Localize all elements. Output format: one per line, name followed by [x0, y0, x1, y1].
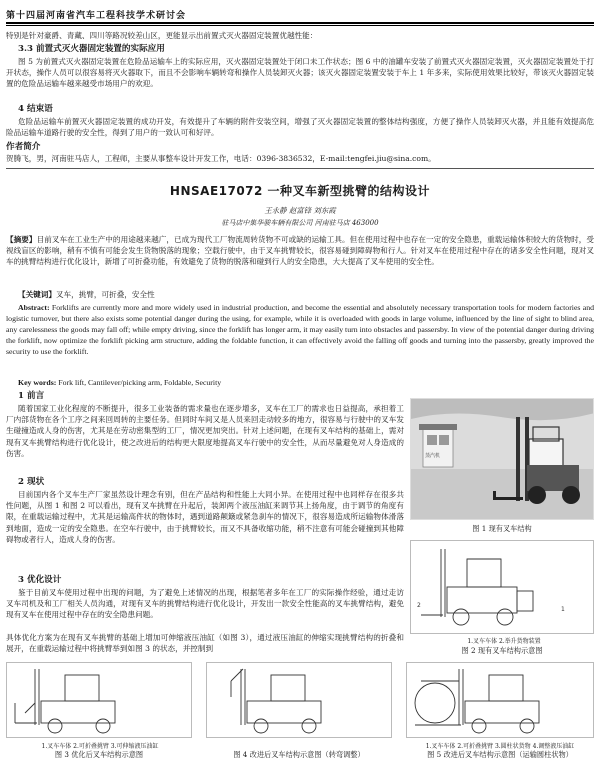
- turning-forklift-drawing: [207, 663, 391, 737]
- figure-2-drawing: [410, 540, 594, 634]
- article-affiliation: 驻马店中集华骏车辆有限公司 河南驻马店 463000: [221, 219, 379, 227]
- svg-text:2: 2: [417, 602, 421, 609]
- abstract-cn-label: 【摘要】: [6, 235, 37, 244]
- figure-2-caption: 图 2 现有叉车结构示意图: [461, 646, 543, 655]
- figure-5-caption: 图 5 改进后叉车结构示意图（运输圆柱状物）: [427, 750, 573, 759]
- abstract-cn: [6, 234, 594, 268]
- section-3-title: 3 优化设计: [18, 575, 62, 585]
- forklift-photo-illustration: [411, 399, 594, 520]
- forklift-side-view: [411, 541, 593, 633]
- optimized-forklift-drawing: [7, 663, 191, 737]
- figure-5-drawing: [406, 662, 594, 738]
- section-3-3-text: 图 5 为前置式灭火器固定装置在危险品运输车上的实际应用，灭火器固定装置处于闭口未工作状态；图 6 中的油罐车安装了前置式灭火器固定装置，灭火器固定装置处于打开状态，操作人员可以很容易将灭火器取下，而且不会影响车辆转弯和操作人员装卸灭火器；该灭火器固定装置安装于车上 1 年多来，实际使用效果比较好，带该灭火器固定装置的危险品运输车越来越受市场用户的欢迎。: [6, 57, 594, 89]
- keywords-cn-label: 【关键词】: [18, 290, 56, 299]
- section-3-text-2: 具体优化方案为在现有叉车挑臂的基础上增加可伸缩液压油缸（如图 3），通过液压油缸的伸缩实现挑臂结构的折叠和展开，在重载运输过程中将挑臂举到如图 3 的状态，并控制到: [6, 633, 404, 654]
- keywords-en: [18, 377, 594, 388]
- figure-4-drawing: [206, 662, 392, 738]
- divider: [6, 168, 594, 169]
- section-3-text: 鉴于目前叉车使用过程中出现的问题，为了避免上述情况的出现，根据笔者多年在工厂的实际操作经验，通过走访叉车司机及和工厂相关人员沟通，对现有叉车的挑臂结构进行优化设计，开发出一款安全性能高的叉车挑臂结构，避免现有叉车在使用过程中存在的安全隐患问题。: [6, 588, 404, 620]
- keywords-en-text: Fork lift, Cantilever/picking arm, Foldable, Security: [58, 378, 222, 387]
- section-4-text: 危险品运输车前置灭火器固定装置的成功开发，有效提升了车辆的附件安装空间，增强了灭火器固定装置的整体结构强度，方便了操作人员装卸灭火器，并且能有效提高危险品运输车道路行驶的安全性，得到了用户的一致认可和好评。: [6, 117, 594, 138]
- header-rule: [6, 22, 594, 24]
- section-2-text: 目前国内各个叉车生产厂家虽然设计理念有别，但在产品结构和性能上大同小异。在使用过程中也同样存在很多共性问题，从图 1 和图 2 可以看出，现有叉车挑臂在升起后，装卸两个液压油缸来调节其上扬角度，由于调节的角度有限，在重载运输过程中，尤其是运输高件状的物体时，遇到道路颠簸或紧急刹车的情况下，很容易造成所运输物体滑落到地面，造成一定的安全隐患。在空车行驶中，由于挑臂较长，而又不具备收缩功能，稍不注意有可能会碰撞到其他障碍物或者行人，造成人身的伤害。: [6, 490, 404, 544]
- photo-sign: 蒸汽机: [425, 453, 441, 459]
- section-1-text: 随着国家工业化程度的不断提升，很多工业装备的需求量也在逐步增多，叉车在工厂的需求也日益提高，承担着工厂内部货物在各个工序之间来回周转的主要任务。但同时车间又是人员来回走动较多的地方，很容易与行驶中的叉车发生碰撞造成人身的伤害，尤其是在劳动密集型的工厂，情况更加突出。针对上述问题，在现有叉车结构的基础上，需对现有叉车挑臂结构进行优化设计，使之改进后的结构更大限度地提高叉车行驶中的安全性，从而尽量避免对人身造成的伤害。: [6, 404, 404, 458]
- section-2-title: 2 现状: [18, 477, 45, 487]
- abstract-en-label: Abstract:: [18, 303, 50, 312]
- section-4-title: 4 结束语: [18, 104, 53, 114]
- figure-3-parts: 1.叉车车体 2.可折叠挑臂 3.可伸缩液压油缸: [41, 743, 159, 750]
- abstract-cn-text: 目前叉车在工业生产中的用途越来越广，已成为现代工厂物流周转货物不可或缺的运输工具。但在使用过程中也存在一定的安全隐患，重载运输体积较大的货物时，受视线盲区的影响，稍有不慎有可能会发生货物脱落的现象；空载行驶中，由于叉车挑臂较长，很容易碰到障碍物和行人。针对叉车在使用过程中存在的诸多安全性问题，现对叉车的挑臂结构进行优化设计，新增了可折叠功能，有效避免了货物的脱落和碰到行人的安全隐患，大大提高了叉车使用的安全性。: [6, 235, 595, 267]
- figure-4-caption: 图 4 改进后叉车结构示意图（转弯调整）: [233, 750, 365, 759]
- keywords-cn-text: 叉车，挑臂，可折叠，安全性: [55, 290, 155, 299]
- figure-5-parts: 1.叉车车体 2.可折叠挑臂 3.圆柱状货物 4.调整液压油缸: [425, 743, 575, 750]
- abstract-en-text: Forklifts are currently more and more widely used in industrial production, and become the essential and absolutely necessary transportation tools for modern factories and logistic turnover, but there also exists some potential danger during the using, for example, while it is overloaded with goods in large volume, influenced by the line of sight to blind area, any carelessness the goods may fall off; while empty driving, since the forklift has longer arm, it may easily turn into obstacles and passersby. In view of the potential danger during driving the forklift, now optimize the forklift picking arm structure, adding the foldable function, it can effectively avoid the falling off goods and turning into the passersby, greatly improved the security to use the forklift.: [6, 303, 594, 356]
- running-header: 第十四届河南省汽车工程科技学术研讨会: [6, 11, 187, 21]
- figure-3-drawing: [6, 662, 192, 738]
- keywords-cn: [18, 289, 594, 300]
- author-intro-text: 贺腾飞，男，河南驻马店人，工程师，主要从事整车设计开发工作，电话：0396-3836532，E-mail:tengfei.jiu@sina.com。: [6, 154, 436, 163]
- cylinder-cargo-forklift-drawing: [407, 663, 593, 737]
- abstract-en: [6, 302, 594, 357]
- keywords-en-label: Key words:: [18, 378, 57, 387]
- header-rule-thin: [6, 25, 594, 26]
- intro-line: 特别是针对豪爵、青藏、四川等路况较差山区，更能显示出前置式灭火器固定装置优越性能：: [6, 31, 318, 40]
- article-authors: 王永静 赵富锋 刘东霞: [264, 206, 336, 215]
- figure-1-caption: 图 1 现有叉车结构: [472, 524, 532, 533]
- article-title: HNSAE17072 一种叉车新型挑臂的结构设计: [169, 184, 431, 198]
- section-3-3-title: 3.3 前置式灭火器固定装置的实际应用: [18, 44, 165, 54]
- svg-text:1: 1: [561, 606, 565, 613]
- section-1-title: 1 前言: [18, 391, 45, 401]
- figure-1-photo: [410, 398, 594, 520]
- figure-3-caption: 图 3 优化后叉车结构示意图: [54, 750, 144, 759]
- author-intro-title: 作者简介: [6, 142, 41, 152]
- figure-2-parts: 1.叉车车体 2.举升货物装置: [467, 638, 541, 645]
